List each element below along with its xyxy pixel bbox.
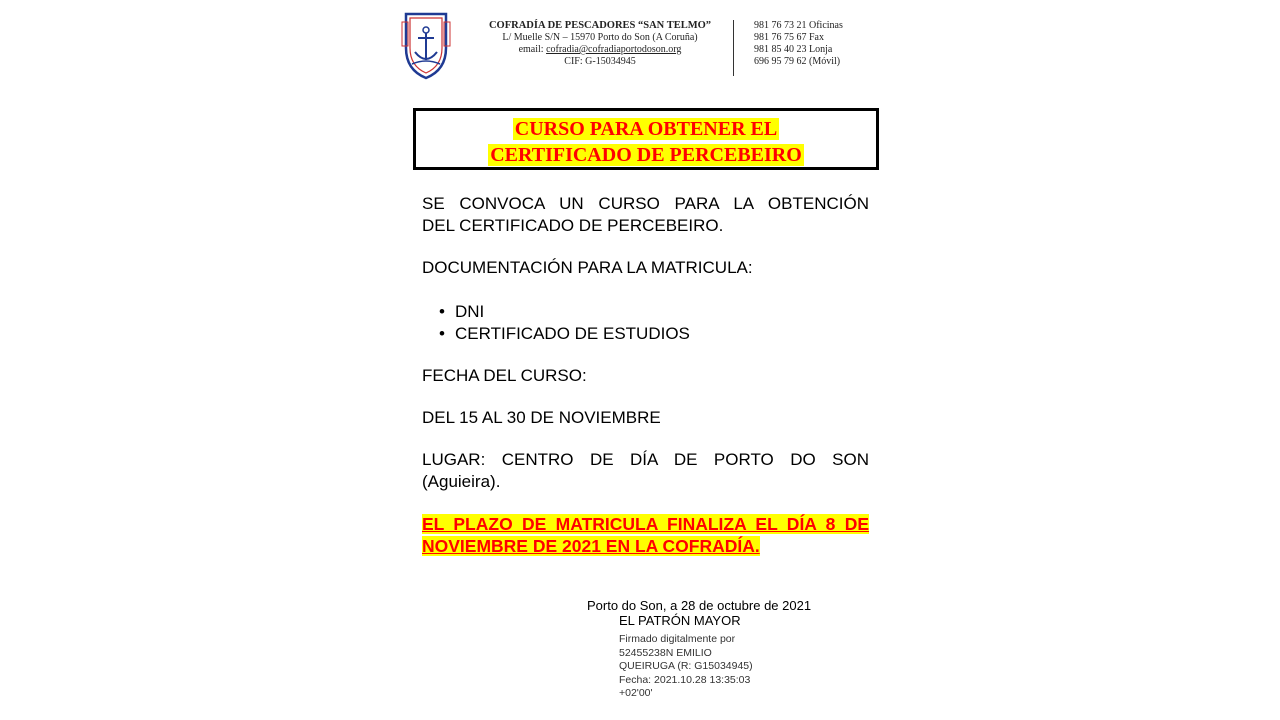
phone-lonja: 981 85 40 23 Lonja xyxy=(754,44,833,55)
title-line-1: CURSO PARA OBTENER EL xyxy=(514,118,778,140)
date-heading: FECHA DEL CURSO: xyxy=(422,366,587,385)
deadline-line-2 xyxy=(422,535,869,557)
signature-block xyxy=(587,598,811,628)
bullet-icon: • xyxy=(439,324,445,343)
dsig-line-5: +02'00' xyxy=(619,687,653,699)
doc-item-certificate: CERTIFICADO DE ESTUDIOS xyxy=(455,324,690,343)
intro-line-1: SE CONVOCA UN CURSO PARA LA OBTENCIÓN xyxy=(422,194,869,213)
title-line-2: CERTIFICADO DE PERCEBEIRO xyxy=(490,144,802,166)
email-label: email: xyxy=(518,44,544,55)
list-item xyxy=(422,323,869,345)
place-date: Porto do Son, a 28 de octubre de 2021 xyxy=(587,598,812,613)
dsig-line-1: Firmado digitalmente por xyxy=(619,633,736,645)
list-item xyxy=(422,301,869,323)
notice-body xyxy=(422,193,869,557)
place-line-1: LUGAR: CENTRO DE DÍA DE PORTO DO SON xyxy=(422,450,869,469)
doc-item-dni: DNI xyxy=(455,302,485,321)
dsig-line-2: 52455238N EMILIO xyxy=(619,646,712,659)
doc-heading: DOCUMENTACIÓN PARA LA MATRICULA: xyxy=(422,258,753,277)
date-value: DEL 15 AL 30 DE NOVIEMBRE xyxy=(422,408,661,427)
bullet-icon: • xyxy=(439,302,445,321)
email-link[interactable]: cofradia@cofradiaportodoson.org xyxy=(546,44,682,55)
deadline-text-2: NOVIEMBRE DE 2021 EN LA COFRADÍA. xyxy=(422,536,760,556)
phone-offices: 981 76 73 21 Oficinas xyxy=(754,20,843,31)
org-cif: CIF: G-15034945 xyxy=(564,56,636,67)
intro-line-2: DEL CERTIFICADO DE PERCEBEIRO. xyxy=(422,216,724,235)
org-address: L/ Muelle S/N – 15970 Porto do Son (A Coruña) xyxy=(502,32,698,43)
org-email-line xyxy=(470,44,730,56)
place-line-2: (Aguieira). xyxy=(422,472,501,491)
dsig-line-3: QUEIRUGA (R: G15034945) xyxy=(619,660,753,672)
digital-signature-stamp xyxy=(619,633,753,701)
header-divider xyxy=(733,20,734,76)
phone-list xyxy=(754,20,843,68)
org-name: COFRADÍA DE PESCADORES “SAN TELMO” xyxy=(488,20,712,31)
deadline-line-1 xyxy=(422,513,869,535)
letterhead-info xyxy=(470,20,730,68)
signer-role: EL PATRÓN MAYOR xyxy=(619,613,741,628)
doc-list xyxy=(422,301,869,345)
title-box xyxy=(413,108,879,170)
phone-fax: 981 76 75 67 Fax xyxy=(754,32,824,43)
cofradia-logo-icon xyxy=(398,8,454,80)
deadline-text-1: EL PLAZO DE MATRICULA FINALIZA EL DÍA 8 DE xyxy=(422,514,869,534)
dsig-line-4: Fecha: 2021.10.28 13:35:03 xyxy=(619,673,751,686)
phone-mobile: 696 95 79 62 (Móvil) xyxy=(754,56,841,67)
